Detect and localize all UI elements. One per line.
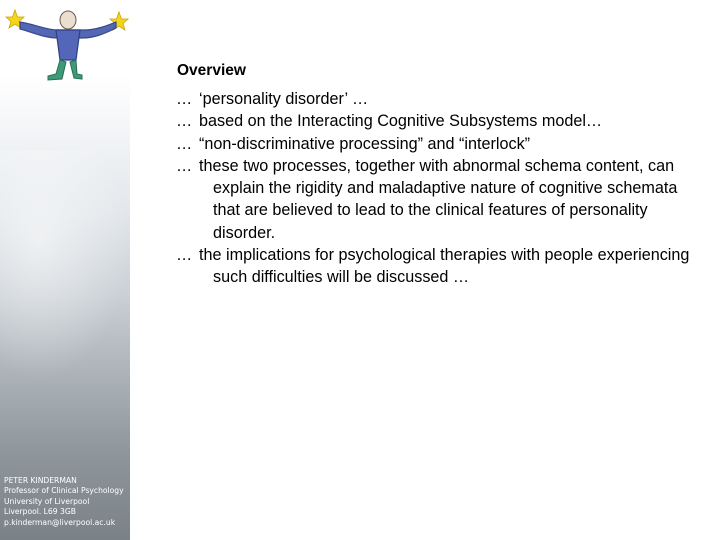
point-text: based on the Interacting Cognitive Subsystems model… <box>199 112 603 131</box>
author-city: Liverpool. L69 3GB <box>4 507 76 517</box>
overview-point <box>176 244 706 289</box>
point-text: these two processes, together with abnormal schema content, can explain the rigidity and maladaptive nature of cognitive schemata that are believed to lead to the clinical features of personality disorder. <box>199 156 678 242</box>
point-text: “non-discriminative processing” and “interlock” <box>199 134 531 153</box>
overview-point <box>176 155 706 244</box>
sidebar-panel <box>0 0 130 540</box>
ellipsis-marker: … <box>176 246 193 265</box>
overview-point-list <box>176 88 706 289</box>
ellipsis-marker: … <box>176 156 193 175</box>
author-contact-block <box>4 476 130 528</box>
child-drawing-figure-icon <box>4 6 130 82</box>
overview-point <box>176 133 706 155</box>
author-institution: University of Liverpool <box>4 496 90 506</box>
author-name: PETER KINDERMAN <box>4 476 77 485</box>
author-email: p.kinderman@liverpool.ac.uk <box>4 517 116 527</box>
slide-title: Overview <box>177 62 246 79</box>
ellipsis-marker: … <box>176 134 193 153</box>
point-text: the implications for psychological therapies with people experiencing such difficulties will be discussed … <box>199 246 690 287</box>
ellipsis-marker: … <box>176 90 193 108</box>
sidebar-sheen <box>0 150 130 380</box>
overview-point <box>176 88 706 110</box>
ellipsis-marker: … <box>176 112 193 131</box>
point-text: ‘personality disorder’ … <box>199 90 369 108</box>
overview-point <box>176 110 706 132</box>
author-role: Professor of Clinical Psychology <box>4 486 124 496</box>
